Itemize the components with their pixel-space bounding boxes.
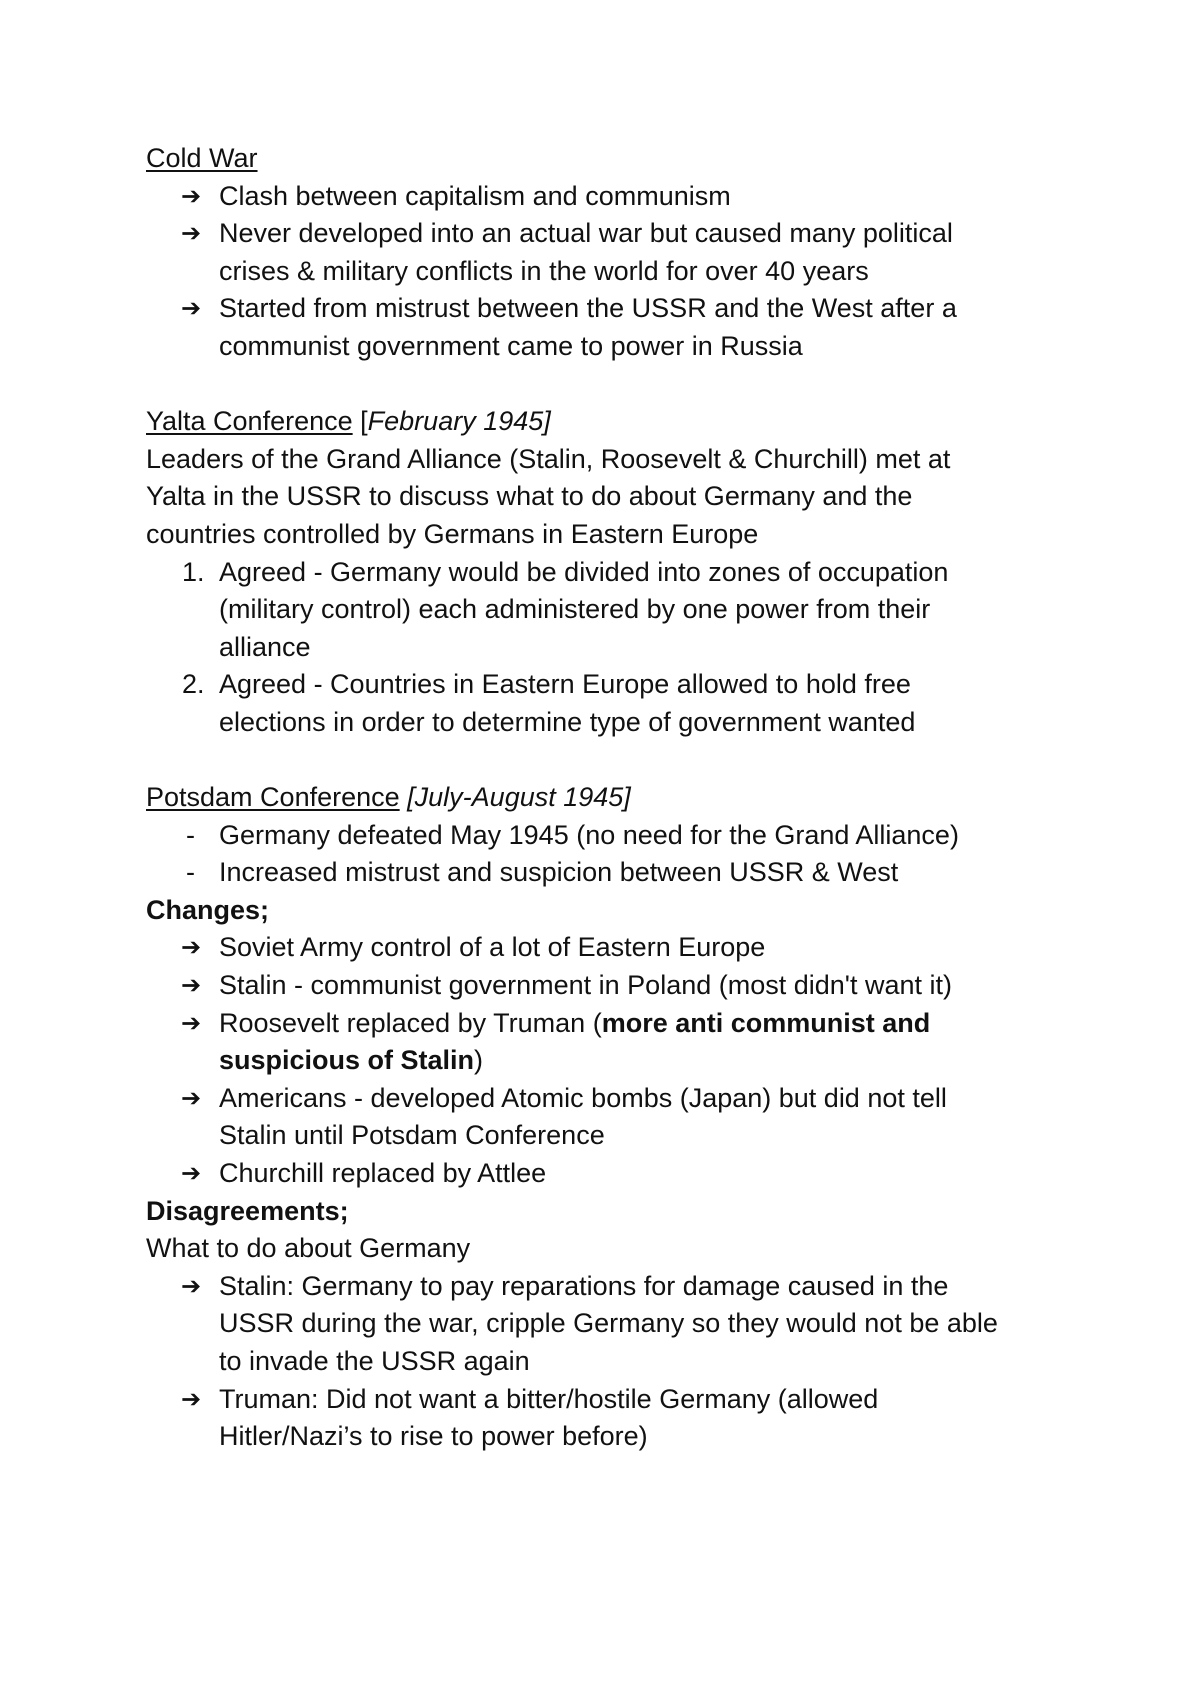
arrow-icon: ➔ bbox=[181, 1385, 202, 1413]
list-item bbox=[146, 554, 1106, 667]
list-item bbox=[146, 666, 1106, 741]
changes-heading: Changes; bbox=[146, 894, 270, 925]
list-item bbox=[146, 215, 1106, 290]
list-item-text: Churchill replaced by Attlee bbox=[219, 1158, 547, 1189]
list-item-text: (military control) each administered by one power from their bbox=[219, 594, 931, 625]
list-item-text: Germany defeated May 1945 (no need for the Grand Alliance) bbox=[219, 819, 959, 850]
list-item-text bbox=[219, 1005, 1106, 1043]
list-item-text: USSR during the war, cripple Germany so they would not be able bbox=[219, 1308, 998, 1339]
list-item-text: Started from mistrust between the USSR and the West after a bbox=[219, 293, 957, 324]
list-item-text: to invade the USSR again bbox=[219, 1346, 530, 1376]
disagreements-intro: What to do about Germany bbox=[146, 1233, 471, 1264]
arrow-icon: ➔ bbox=[181, 972, 202, 1000]
list-item-text: alliance bbox=[219, 631, 311, 662]
section-heading-potsdam bbox=[146, 779, 1106, 817]
list-item bbox=[146, 1005, 1106, 1080]
list-item bbox=[146, 1381, 1106, 1456]
spacer bbox=[146, 742, 1106, 780]
list-item-text bbox=[219, 1042, 1106, 1080]
list-item-text: Americans - developed Atomic bombs (Japan) but did not tell bbox=[219, 1082, 947, 1113]
dash-icon: - bbox=[186, 819, 195, 850]
yalta-agreements-list bbox=[146, 554, 1106, 742]
list-item-text: Stalin - communist government in Poland (most didn't want it) bbox=[219, 970, 952, 1001]
changes-list bbox=[146, 929, 1106, 1192]
list-item-text: Increased mistrust and suspicion between USSR & West bbox=[219, 857, 899, 888]
list-item bbox=[146, 1268, 1106, 1381]
arrow-icon: ➔ bbox=[181, 295, 202, 323]
arrow-icon: ➔ bbox=[181, 1160, 202, 1188]
list-item-text: Soviet Army control of a lot of Eastern Europe bbox=[219, 932, 766, 963]
list-item bbox=[146, 967, 1106, 1005]
list-item-text: Agreed - Countries in Eastern Europe allowed to hold free bbox=[219, 669, 911, 700]
arrow-icon: ➔ bbox=[181, 934, 202, 962]
list-item-text: Agreed - Germany would be divided into zones of occupation bbox=[219, 556, 949, 587]
arrow-icon: ➔ bbox=[181, 1272, 202, 1300]
potsdam-date: [July-August 1945] bbox=[407, 782, 631, 813]
text-run: ) bbox=[474, 1045, 484, 1076]
list-item-text: Truman: Did not want a bitter/hostile Germany (allowed bbox=[219, 1383, 879, 1414]
list-item bbox=[146, 1080, 1106, 1155]
list-item-text: Stalin: Germany to pay reparations for damage caused in the bbox=[219, 1270, 949, 1301]
arrow-icon: ➔ bbox=[181, 1009, 202, 1037]
list-item bbox=[146, 178, 1106, 216]
list-item-text: Never developed into an actual war but caused many political bbox=[219, 218, 953, 249]
disagreements-list bbox=[146, 1268, 1106, 1456]
list-item-text: communist government came to power in Russia bbox=[219, 330, 803, 361]
notes-content bbox=[146, 140, 1106, 1456]
arrow-icon: ➔ bbox=[181, 220, 202, 248]
potsdam-points-list bbox=[146, 817, 1106, 892]
bold-text: more anti communist and bbox=[601, 1007, 931, 1038]
list-item bbox=[146, 854, 1106, 892]
yalta-intro-line: Yalta in the USSR to discuss what to do about Germany and the bbox=[146, 481, 913, 512]
list-number: 2. bbox=[182, 669, 205, 700]
list-item bbox=[146, 1155, 1106, 1193]
list-item-text: crises & military conflicts in the world for over 40 years bbox=[219, 255, 869, 286]
yalta-intro-line: countries controlled by Germans in Eastern Europe bbox=[146, 518, 759, 549]
disagreements-heading: Disagreements; bbox=[146, 1195, 349, 1226]
cold-war-title: Cold War bbox=[146, 143, 258, 173]
yalta-intro-line: Leaders of the Grand Alliance (Stalin, Roosevelt & Churchill) met at bbox=[146, 443, 951, 474]
list-item-text: Hitler/Nazi’s to rise to power before) bbox=[219, 1421, 648, 1452]
bold-text: suspicious of Stalin bbox=[219, 1045, 475, 1076]
text-run: Roosevelt replaced by Truman ( bbox=[219, 1007, 602, 1038]
potsdam-title: Potsdam Conference bbox=[146, 782, 400, 813]
yalta-bracket: [ bbox=[352, 406, 368, 437]
arrow-icon: ➔ bbox=[181, 1084, 202, 1112]
list-item bbox=[146, 817, 1106, 855]
list-item bbox=[146, 290, 1106, 365]
yalta-title: Yalta Conference bbox=[146, 406, 353, 437]
arrow-icon: ➔ bbox=[181, 182, 202, 210]
list-item bbox=[146, 929, 1106, 967]
yalta-date: February 1945] bbox=[367, 406, 551, 437]
section-heading-yalta bbox=[146, 403, 1106, 441]
list-item-text: elections in order to determine type of government wanted bbox=[219, 706, 916, 737]
section-heading-cold-war bbox=[146, 140, 1106, 178]
dash-icon: - bbox=[186, 857, 195, 888]
cold-war-list bbox=[146, 178, 1106, 366]
list-item-text: Stalin until Potsdam Conference bbox=[219, 1120, 605, 1151]
list-item-text: Clash between capitalism and communism bbox=[219, 180, 731, 211]
list-number: 1. bbox=[182, 556, 205, 587]
spacer bbox=[146, 366, 1106, 404]
